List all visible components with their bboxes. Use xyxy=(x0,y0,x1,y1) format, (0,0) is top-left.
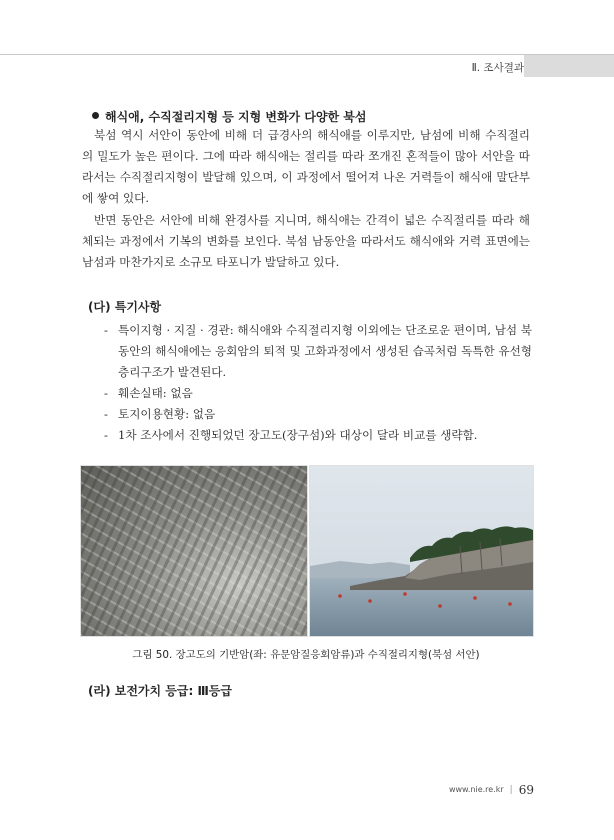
grade-heading: (라) 보전가치 등급: Ⅲ등급 xyxy=(88,684,232,698)
page-footer xyxy=(449,779,534,798)
header-tab xyxy=(524,55,614,77)
section-heading-text: 해식애, 수직절리지형 등 지형 변화가 다양한 북섬 xyxy=(105,110,367,124)
paragraph-2-text: 반면 동안은 서안에 비해 완경사를 지니며, 해식애는 간격이 넓은 수직절리를 따라 해체되는 과정에서 기복의 변화를 보인다. 북섬 남동안을 따라서도 해식애와 거력 표면에는 남섬과 마찬가지로 소규모 타포니가 발달하고 있다. xyxy=(82,213,530,269)
header-rule xyxy=(0,54,614,55)
list-item: - 토지이용현황: 없음 xyxy=(104,407,216,421)
bullet-icon xyxy=(92,112,99,119)
footer-separator: | xyxy=(509,785,513,795)
list-item: - 1차 조사에서 진행되었던 장고도(장구섬)와 대상이 달라 비교를 생략함. xyxy=(104,428,478,442)
page-number: 69 xyxy=(518,783,534,797)
paragraph-2 xyxy=(82,210,530,273)
special-notes-heading: (다) 특기사항 xyxy=(88,300,162,314)
photo-bedrock xyxy=(80,465,308,637)
list-item: - 훼손실태: 없음 xyxy=(104,386,193,400)
paragraph-1-text: 북섬 역시 서안이 동안에 비해 더 급경사의 해식애를 이루지만, 남섬에 비해 수직절리의 밀도가 높은 편이다. 그에 따라 해식애는 절리를 따라 쪼개진 혼적들이 많아 서안을 따라서는 수직절리지형이 발달해 있으며, 이 과정에서 떨어져 나온 거력들이 해식애 말단부에 쌓여 있다. xyxy=(82,128,530,205)
paragraph-1 xyxy=(82,125,530,209)
footer-url: www.nie.re.kr xyxy=(448,785,504,794)
running-header: Ⅱ. 조사결과 xyxy=(471,62,524,74)
figure-caption: 그림 50. 장고도의 기반암(좌: 유문암질응회암류)과 수직절리지형(북섬 서안) xyxy=(132,649,480,661)
coast-illustration xyxy=(310,466,533,636)
section-heading xyxy=(92,108,366,125)
photo-coast xyxy=(309,465,534,637)
list-item: - 특이지형 · 지질 · 경관: 해식애와 수직절리지형 이외에는 단조로운 편이며, 남섬 북동안의 해식애에는 응회암의 퇴적 및 고화과정에서 생성된 습곡처럼 독특한 유선형 층리구조가 발견된다. xyxy=(104,323,532,379)
special-notes-list xyxy=(104,320,532,446)
